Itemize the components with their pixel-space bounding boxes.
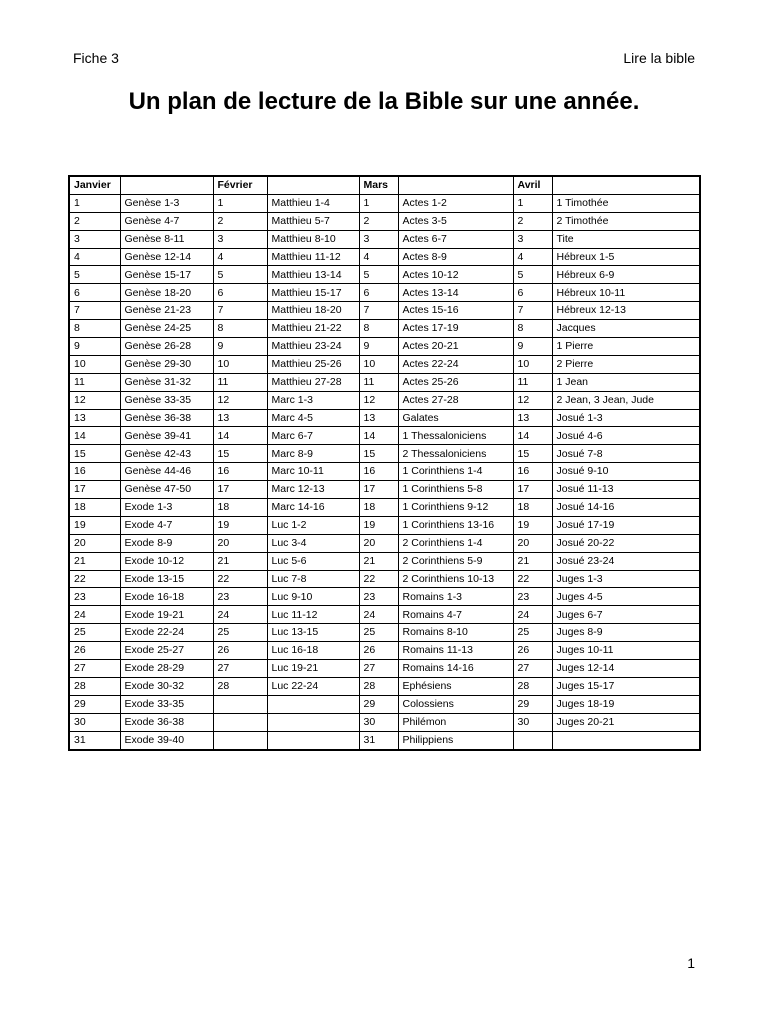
reading-cell: Exode 30-32 [120,677,213,695]
reading-cell: Hébreux 1-5 [552,248,700,266]
day-cell: 13 [213,409,267,427]
day-cell: 22 [213,570,267,588]
day-cell: 18 [359,499,398,517]
day-cell: 22 [359,570,398,588]
day-cell: 15 [69,445,120,463]
day-cell: 4 [69,248,120,266]
reading-plan-table [68,175,701,751]
reading-cell: Exode 36-38 [120,713,213,731]
day-cell: 5 [359,266,398,284]
reading-cell: Luc 19-21 [267,660,359,678]
reading-cell: 1 Corinthiens 9-12 [398,499,513,517]
day-cell [213,731,267,749]
reading-cell: Genèse 33-35 [120,391,213,409]
header-empty-cell [267,176,359,194]
table-row [69,194,700,212]
day-cell: 11 [513,373,552,391]
reading-cell: Matthieu 13-14 [267,266,359,284]
reading-cell: Josué 23-24 [552,552,700,570]
table-row [69,552,700,570]
table-row [69,516,700,534]
header-left: Fiche 3 [73,50,119,66]
reading-cell [267,713,359,731]
reading-cell: Marc 8-9 [267,445,359,463]
reading-cell: Genèse 39-41 [120,427,213,445]
reading-cell: Luc 1-2 [267,516,359,534]
reading-cell: Actes 20-21 [398,338,513,356]
table-row [69,481,700,499]
reading-cell: Exode 13-15 [120,570,213,588]
reading-cell: 2 Corinthiens 5-9 [398,552,513,570]
day-cell: 11 [69,373,120,391]
day-cell: 14 [213,427,267,445]
table-row [69,302,700,320]
table-row [69,624,700,642]
reading-cell: Luc 5-6 [267,552,359,570]
day-cell: 28 [513,677,552,695]
reading-cell: Genèse 24-25 [120,320,213,338]
reading-cell [552,731,700,749]
reading-cell [267,695,359,713]
reading-cell: Marc 14-16 [267,499,359,517]
month-header-mars: Mars [359,176,398,194]
day-cell: 16 [213,463,267,481]
header-empty-cell [398,176,513,194]
reading-cell: Marc 6-7 [267,427,359,445]
day-cell: 21 [513,552,552,570]
day-cell: 13 [359,409,398,427]
reading-cell: Genèse 4-7 [120,212,213,230]
table-row [69,588,700,606]
day-cell: 29 [513,695,552,713]
month-header-fevrier: Février [213,176,267,194]
reading-cell: Jacques [552,320,700,338]
day-cell: 19 [213,516,267,534]
reading-cell: Actes 25-26 [398,373,513,391]
reading-cell: Exode 16-18 [120,588,213,606]
reading-cell: Matthieu 18-20 [267,302,359,320]
day-cell: 26 [359,642,398,660]
table-row [69,230,700,248]
day-cell: 11 [213,373,267,391]
reading-cell: Josué 7-8 [552,445,700,463]
reading-cell: Genèse 36-38 [120,409,213,427]
day-cell: 27 [69,660,120,678]
day-cell: 16 [69,463,120,481]
day-cell: 1 [213,194,267,212]
month-header-janvier: Janvier [69,176,120,194]
reading-cell: Genèse 42-43 [120,445,213,463]
reading-cell: Actes 15-16 [398,302,513,320]
day-cell: 18 [513,499,552,517]
reading-cell: Luc 3-4 [267,534,359,552]
day-cell: 23 [69,588,120,606]
reading-cell: Josué 20-22 [552,534,700,552]
reading-cell: Actes 1-2 [398,194,513,212]
reading-cell: Exode 1-3 [120,499,213,517]
day-cell: 24 [513,606,552,624]
reading-cell [267,731,359,749]
day-cell: 17 [69,481,120,499]
day-cell: 2 [69,212,120,230]
day-cell: 10 [513,355,552,373]
day-cell: 21 [213,552,267,570]
reading-cell: Matthieu 5-7 [267,212,359,230]
day-cell: 24 [213,606,267,624]
reading-cell: Philémon [398,713,513,731]
day-cell: 30 [513,713,552,731]
reading-cell: Luc 22-24 [267,677,359,695]
reading-cell: 1 Pierre [552,338,700,356]
reading-cell: Juges 10-11 [552,642,700,660]
day-cell: 12 [69,391,120,409]
reading-cell: Actes 27-28 [398,391,513,409]
day-cell: 19 [513,516,552,534]
reading-cell: Juges 18-19 [552,695,700,713]
reading-cell: Romains 4-7 [398,606,513,624]
day-cell: 4 [513,248,552,266]
reading-cell: 1 Thessaloniciens [398,427,513,445]
day-cell: 16 [513,463,552,481]
reading-cell: 2 Thessaloniciens [398,445,513,463]
table-row [69,373,700,391]
day-cell: 2 [213,212,267,230]
day-cell: 30 [359,713,398,731]
table-row [69,731,700,749]
reading-cell: Actes 3-5 [398,212,513,230]
reading-cell: Matthieu 27-28 [267,373,359,391]
day-cell: 10 [359,355,398,373]
reading-cell: Josué 4-6 [552,427,700,445]
reading-cell: Matthieu 25-26 [267,355,359,373]
day-cell [213,695,267,713]
day-cell: 10 [213,355,267,373]
day-cell: 3 [69,230,120,248]
reading-cell: Exode 4-7 [120,516,213,534]
reading-cell: Ephésiens [398,677,513,695]
reading-cell: Josué 9-10 [552,463,700,481]
day-cell: 21 [359,552,398,570]
day-cell: 23 [359,588,398,606]
table-row [69,499,700,517]
day-cell: 9 [213,338,267,356]
reading-cell: Romains 8-10 [398,624,513,642]
day-cell: 16 [359,463,398,481]
table-header-row [69,176,700,194]
reading-cell: Josué 14-16 [552,499,700,517]
reading-cell: Romains 1-3 [398,588,513,606]
day-cell: 7 [213,302,267,320]
day-cell: 9 [359,338,398,356]
day-cell: 20 [513,534,552,552]
reading-cell: 1 Corinthiens 1-4 [398,463,513,481]
reading-cell: Exode 25-27 [120,642,213,660]
day-cell: 17 [359,481,398,499]
reading-cell: 1 Corinthiens 13-16 [398,516,513,534]
table-row [69,606,700,624]
table-row [69,248,700,266]
day-cell: 3 [213,230,267,248]
reading-cell: Actes 6-7 [398,230,513,248]
table-row [69,642,700,660]
reading-cell: Marc 1-3 [267,391,359,409]
day-cell: 25 [69,624,120,642]
table-row [69,660,700,678]
table-row [69,534,700,552]
day-cell: 13 [69,409,120,427]
day-cell: 27 [359,660,398,678]
reading-cell: Exode 19-21 [120,606,213,624]
header-empty-cell [552,176,700,194]
day-cell: 2 [359,212,398,230]
reading-cell: Genèse 18-20 [120,284,213,302]
reading-cell: Hébreux 6-9 [552,266,700,284]
day-cell: 22 [69,570,120,588]
day-cell: 20 [213,534,267,552]
day-cell: 25 [213,624,267,642]
day-cell: 20 [359,534,398,552]
reading-cell: Genèse 31-32 [120,373,213,391]
day-cell: 6 [69,284,120,302]
header-right: Lire la bible [623,50,695,66]
day-cell: 28 [213,677,267,695]
reading-cell: Actes 8-9 [398,248,513,266]
day-cell: 3 [359,230,398,248]
day-cell: 19 [359,516,398,534]
reading-cell: Matthieu 1-4 [267,194,359,212]
reading-cell: Matthieu 8-10 [267,230,359,248]
reading-cell: 1 Timothée [552,194,700,212]
reading-cell: Exode 8-9 [120,534,213,552]
day-cell: 8 [69,320,120,338]
month-header-avril: Avril [513,176,552,194]
reading-cell: Exode 39-40 [120,731,213,749]
reading-cell: Matthieu 11-12 [267,248,359,266]
table-row [69,320,700,338]
reading-cell: Josué 11-13 [552,481,700,499]
reading-cell: Genèse 1-3 [120,194,213,212]
day-cell: 20 [69,534,120,552]
day-cell: 11 [359,373,398,391]
day-cell: 15 [513,445,552,463]
reading-cell: Luc 13-15 [267,624,359,642]
reading-cell: 2 Timothée [552,212,700,230]
reading-cell: Genèse 21-23 [120,302,213,320]
table-row [69,266,700,284]
day-cell: 6 [513,284,552,302]
day-cell: 18 [213,499,267,517]
reading-cell: Genèse 29-30 [120,355,213,373]
table-row [69,212,700,230]
reading-cell: Juges 8-9 [552,624,700,642]
reading-cell: Josué 1-3 [552,409,700,427]
day-cell: 5 [69,266,120,284]
reading-cell: Romains 11-13 [398,642,513,660]
table-row [69,570,700,588]
reading-cell: Genèse 26-28 [120,338,213,356]
reading-cell: Hébreux 12-13 [552,302,700,320]
reading-cell: 2 Jean, 3 Jean, Jude [552,391,700,409]
day-cell: 21 [69,552,120,570]
table-row [69,695,700,713]
day-cell: 10 [69,355,120,373]
reading-cell: Colossiens [398,695,513,713]
day-cell: 15 [213,445,267,463]
reading-cell: Exode 33-35 [120,695,213,713]
day-cell: 23 [213,588,267,606]
table-row [69,409,700,427]
day-cell: 29 [359,695,398,713]
day-cell: 13 [513,409,552,427]
day-cell: 31 [69,731,120,749]
day-cell: 5 [513,266,552,284]
day-cell: 24 [69,606,120,624]
day-cell [213,713,267,731]
reading-cell: Actes 13-14 [398,284,513,302]
day-cell: 7 [359,302,398,320]
day-cell: 25 [513,624,552,642]
day-cell: 1 [513,194,552,212]
reading-cell: Matthieu 23-24 [267,338,359,356]
day-cell: 14 [359,427,398,445]
day-cell: 27 [513,660,552,678]
day-cell: 5 [213,266,267,284]
reading-cell: Juges 12-14 [552,660,700,678]
reading-cell: Exode 28-29 [120,660,213,678]
reading-cell: Exode 10-12 [120,552,213,570]
day-cell: 14 [513,427,552,445]
reading-cell: 2 Pierre [552,355,700,373]
day-cell: 27 [213,660,267,678]
day-cell: 25 [359,624,398,642]
table-row [69,677,700,695]
table-row [69,355,700,373]
day-cell: 18 [69,499,120,517]
table-row [69,463,700,481]
day-cell: 9 [513,338,552,356]
day-cell: 2 [513,212,552,230]
day-cell: 9 [69,338,120,356]
day-cell: 26 [213,642,267,660]
day-cell: 17 [513,481,552,499]
day-cell: 22 [513,570,552,588]
day-cell: 6 [213,284,267,302]
table-row [69,427,700,445]
header-empty-cell [120,176,213,194]
reading-cell: Genèse 47-50 [120,481,213,499]
reading-cell: Philippiens [398,731,513,749]
day-cell: 15 [359,445,398,463]
reading-cell: Exode 22-24 [120,624,213,642]
day-cell [513,731,552,749]
day-cell: 4 [213,248,267,266]
day-cell: 12 [513,391,552,409]
day-cell: 23 [513,588,552,606]
reading-cell: 2 Corinthiens 1-4 [398,534,513,552]
reading-cell: Genèse 15-17 [120,266,213,284]
reading-cell: Actes 17-19 [398,320,513,338]
reading-cell: Genèse 12-14 [120,248,213,266]
table-row [69,284,700,302]
reading-cell: Romains 14-16 [398,660,513,678]
table-row [69,338,700,356]
reading-cell: Genèse 44-46 [120,463,213,481]
day-cell: 4 [359,248,398,266]
reading-cell: 1 Corinthiens 5-8 [398,481,513,499]
day-cell: 12 [213,391,267,409]
table-row [69,713,700,731]
day-cell: 28 [69,677,120,695]
day-cell: 3 [513,230,552,248]
reading-cell: Actes 10-12 [398,266,513,284]
day-cell: 6 [359,284,398,302]
page-title: Un plan de lecture de la Bible sur une année. [128,88,640,115]
reading-cell: Juges 4-5 [552,588,700,606]
day-cell: 12 [359,391,398,409]
reading-cell: Matthieu 21-22 [267,320,359,338]
day-cell: 8 [359,320,398,338]
reading-cell: Genèse 8-11 [120,230,213,248]
day-cell: 24 [359,606,398,624]
reading-cell: Luc 7-8 [267,570,359,588]
day-cell: 29 [69,695,120,713]
day-cell: 7 [69,302,120,320]
reading-cell: Juges 6-7 [552,606,700,624]
reading-cell: Luc 16-18 [267,642,359,660]
day-cell: 1 [359,194,398,212]
reading-cell: Juges 15-17 [552,677,700,695]
reading-cell: Marc 12-13 [267,481,359,499]
page-number: 1 [687,955,695,971]
table-row [69,445,700,463]
day-cell: 14 [69,427,120,445]
reading-cell: Luc 9-10 [267,588,359,606]
reading-cell: Tite [552,230,700,248]
reading-cell: Galates [398,409,513,427]
day-cell: 19 [69,516,120,534]
reading-cell: Luc 11-12 [267,606,359,624]
reading-cell: Hébreux 10-11 [552,284,700,302]
day-cell: 26 [513,642,552,660]
day-cell: 8 [513,320,552,338]
reading-cell: 2 Corinthiens 10-13 [398,570,513,588]
day-cell: 17 [213,481,267,499]
table-row [69,391,700,409]
reading-cell: Juges 20-21 [552,713,700,731]
day-cell: 30 [69,713,120,731]
reading-cell: Juges 1-3 [552,570,700,588]
day-cell: 7 [513,302,552,320]
reading-cell: Actes 22-24 [398,355,513,373]
reading-cell: Marc 4-5 [267,409,359,427]
day-cell: 31 [359,731,398,749]
day-cell: 8 [213,320,267,338]
day-cell: 28 [359,677,398,695]
reading-cell: Josué 17-19 [552,516,700,534]
reading-cell: Matthieu 15-17 [267,284,359,302]
day-cell: 26 [69,642,120,660]
reading-cell: 1 Jean [552,373,700,391]
reading-cell: Marc 10-11 [267,463,359,481]
day-cell: 1 [69,194,120,212]
